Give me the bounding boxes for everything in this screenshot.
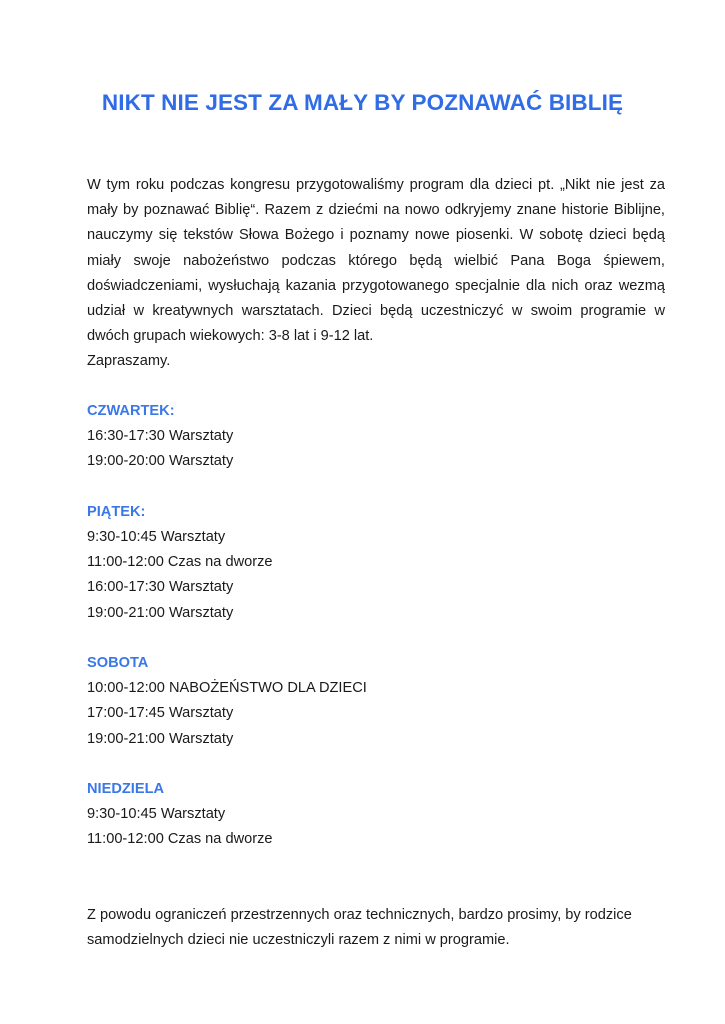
schedule-slot: 16:00-17:30 Warsztaty <box>87 579 234 596</box>
day-heading: PIĄTEK: <box>87 503 146 520</box>
schedule-day-friday <box>87 500 665 626</box>
schedule-day-thursday <box>87 399 665 475</box>
schedule-slot: 19:00-21:00 Warsztaty <box>87 730 234 747</box>
schedule <box>87 399 665 878</box>
intro-paragraph <box>87 173 665 375</box>
schedule-slot: 11:00-12:00 Czas na dworze <box>87 831 273 848</box>
intro-text: W tym roku podczas kongresu przygotowaliśmy program dla dzieci pt. „Nikt nie jest za mały by poznawać Biblię“. Razem z dziećmi na nowo odkryjemy znane historie Biblijne, nauczymy się tekstów Słowa Bożego i poznamy nowe piosenki. W sobotę dzieci będą miały swoje nabożeństwo podczas którego będą wielbić Pana Boga śpiewem, doświadczeniami, wysłuchają kazania przygotowanego specjalnie dla nich oraz wezmą udział w kreatywnych warsztatach. Dzieci będą uczestniczyć w swoim programie w dwóch grupach wiekowych: 3-8 lat i 9-12 lat. <box>87 177 665 345</box>
document-title: NIKT NIE JEST ZA MAŁY BY POZNAWAĆ BIBLIĘ <box>101 90 624 115</box>
schedule-slot: 16:30-17:30 Warsztaty <box>87 428 234 445</box>
schedule-slot: 9:30-10:45 Warsztaty <box>87 529 226 545</box>
intro-closing: Zapraszamy. <box>87 353 171 370</box>
schedule-slot: 11:00-12:00 Czas na dworze <box>87 554 273 571</box>
schedule-slot: 9:30-10:45 Warsztaty <box>87 806 226 823</box>
schedule-day-sunday <box>87 777 665 853</box>
schedule-slot: 19:00-21:00 Warsztaty <box>87 604 234 621</box>
day-heading: SOBOTA <box>87 655 149 671</box>
footer-note: Z powodu ograniczeń przestrzennych oraz technicznych, bardzo prosimy, by rodzice samodzielnych dzieci nie uczestniczyli razem z nimi w programie. <box>87 907 632 949</box>
schedule-slot: 10:00-12:00 NABOŻEŃSTWO DLA DZIECI <box>87 680 367 697</box>
day-heading: CZWARTEK: <box>87 403 175 419</box>
schedule-slot: 19:00-20:00 Warsztaty <box>87 453 234 470</box>
schedule-day-saturday <box>87 651 665 752</box>
day-heading: NIEDZIELA <box>87 781 165 797</box>
schedule-slot: 17:00-17:45 Warsztaty <box>87 705 234 722</box>
